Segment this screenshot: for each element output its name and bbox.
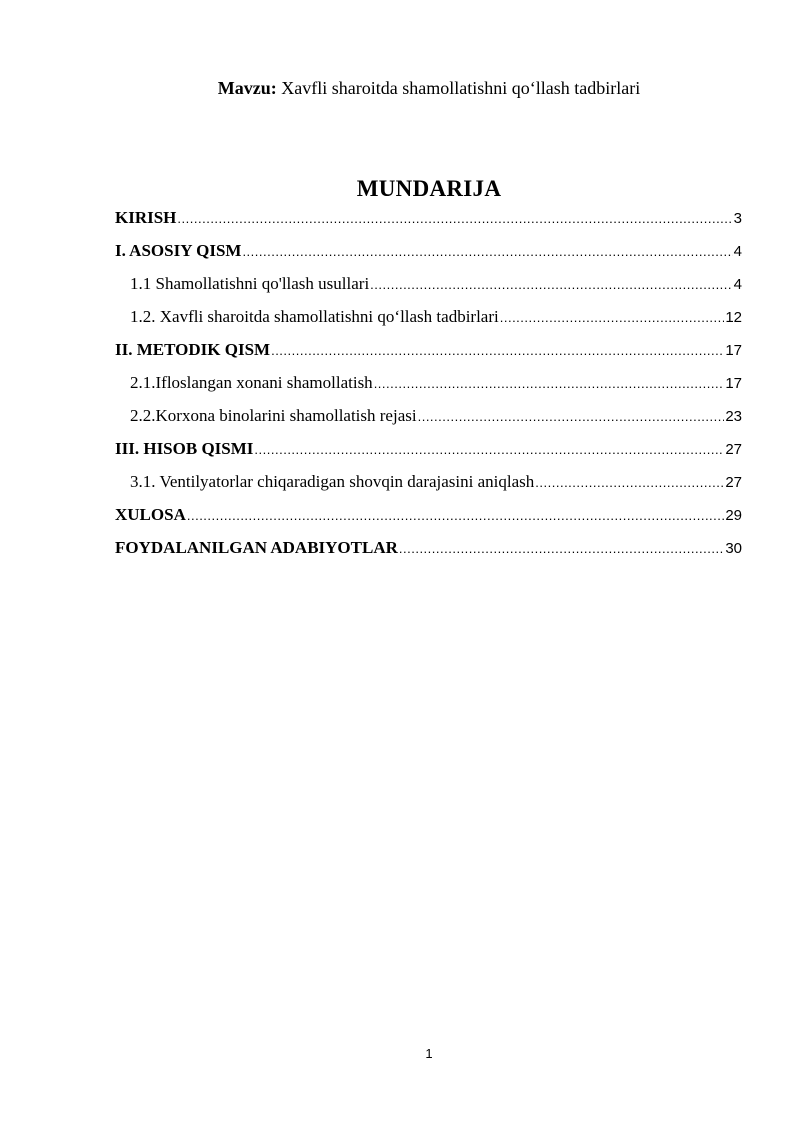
toc-entry-page: 17 <box>725 375 742 392</box>
toc-leader-dots <box>271 338 724 364</box>
toc-leader-dots <box>374 371 725 397</box>
toc-entry-hisob-qismi <box>115 436 742 469</box>
toc-heading: MUNDARIJA <box>356 176 502 201</box>
toc-entry-metodik-qism <box>115 337 742 370</box>
toc-entry-page: 3 <box>733 210 742 227</box>
toc-entry-title: KIRISH <box>115 208 177 227</box>
toc-entry-title: II. METODIK QISM <box>115 340 271 359</box>
toc-leader-dots <box>500 305 725 331</box>
toc-entry-title: 2.1.Ifloslangan xonani shamollatish <box>130 373 373 392</box>
toc-leader-dots <box>535 470 724 496</box>
toc-entry-2-1 <box>115 370 742 403</box>
toc-leader-dots <box>242 239 732 265</box>
toc-leader-dots <box>418 404 725 430</box>
toc-entry-2-2 <box>115 403 742 436</box>
toc-entry-title: 3.1. Ventilyatorlar chiqaradigan shovqin darajasini aniqlash <box>130 472 535 491</box>
toc-entry-adabiyotlar <box>115 535 742 568</box>
toc-leader-dots <box>254 437 724 463</box>
toc-entry-page: 29 <box>725 507 742 524</box>
toc-entry-asosiy-qism <box>115 238 742 271</box>
toc-entry-page: 12 <box>725 309 742 326</box>
toc-entry-xulosa <box>115 502 742 535</box>
toc-leader-dots <box>177 206 732 232</box>
toc-entry-title: FOYDALANILGAN ADABIYOTLAR <box>115 538 398 557</box>
toc-entry-title: III. HISOB QISMI <box>115 439 254 458</box>
toc-leader-dots <box>399 536 724 562</box>
toc-entry-kirish <box>115 205 742 238</box>
toc-entry-title: 1.2. Xavfli sharoitda shamollatishni qo‘llash tadbirlari <box>130 307 499 326</box>
toc-entry-1-2 <box>115 304 742 337</box>
toc-entry-page: 4 <box>733 276 742 293</box>
toc-entry-title: XULOSA <box>115 505 186 524</box>
toc-entry-page: 27 <box>725 441 742 458</box>
toc-entry-page: 27 <box>725 474 742 491</box>
table-of-contents <box>115 205 742 568</box>
toc-leader-dots <box>187 503 724 529</box>
toc-entry-title: 2.2.Korxona binolarini shamollatish rejasi <box>130 406 417 425</box>
toc-entry-page: 30 <box>725 540 742 557</box>
topic-text: Xavfli sharoitda shamollatishni qo‘llash tadbirlari <box>276 78 641 98</box>
topic-label: Mavzu: <box>217 78 277 98</box>
toc-entry-1-1 <box>115 271 742 304</box>
toc-entry-page: 17 <box>725 342 742 359</box>
toc-entry-3-1 <box>115 469 742 502</box>
toc-leader-dots <box>370 272 732 298</box>
page-number: 1 <box>425 1046 433 1061</box>
toc-entry-title: I. ASOSIY QISM <box>115 241 242 260</box>
toc-entry-page: 4 <box>733 243 742 260</box>
toc-entry-page: 23 <box>725 408 742 425</box>
document-topic <box>0 76 800 100</box>
toc-entry-title: 1.1 Shamollatishni qo'llash usullari <box>130 274 370 293</box>
